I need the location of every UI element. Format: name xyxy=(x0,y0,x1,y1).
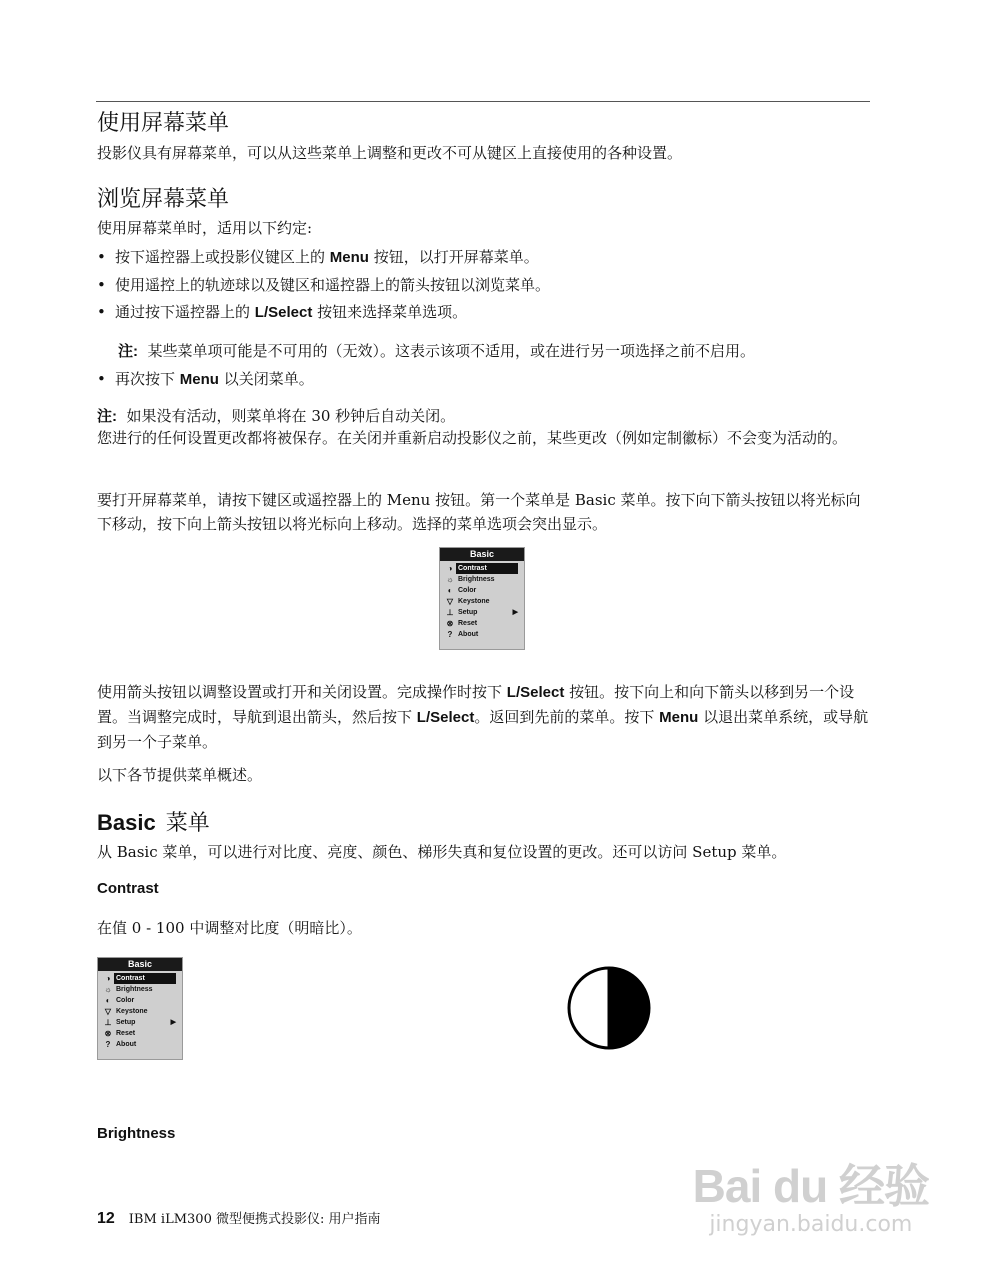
para-overview: 以下各节提供菜单概述。 xyxy=(97,766,263,784)
brightness-icon: ☼ xyxy=(104,985,112,994)
bullet-open-menu: • 按下遥控器上或投影仪键区上的 Menu 按钮，以打开屏幕菜单。 xyxy=(97,248,539,266)
section-title-browse-menus: 浏览屏幕菜单 xyxy=(97,187,230,212)
brightness-icon: ☼ xyxy=(446,575,454,584)
about-icon: ? xyxy=(105,1040,111,1049)
top-rule xyxy=(96,101,870,102)
bullet-browse: • 使用遥控上的轨迹球以及键区和遥控器上的箭头按钮以浏览菜单。 xyxy=(97,276,551,294)
color-icon: ◐ xyxy=(447,586,453,595)
contrast-icon: ◑ xyxy=(447,564,453,573)
reset-icon: ⊗ xyxy=(446,619,454,628)
note-unavailable-items: 注: 某些菜单项可能是不可用的（无效）。这表示该项不适用，或在进行另一项选择之前不启用。 xyxy=(118,342,756,360)
page-number: 12 xyxy=(97,1210,115,1227)
contrast-icon: ◑ xyxy=(105,974,111,983)
contrast-description: 在值 0 - 100 中调整对比度（明暗比）。 xyxy=(97,919,362,937)
para-arrow-buttons: 使用箭头按钮以调整设置或打开和关闭设置。完成操作时按下 L/Select 按钮。按下向上和向下箭头以移到另一个设置。当调整完成时，导航到退出箭头，然后按下 L/Select。返回到先前的菜单。按下 Menu 以退出菜单系统，或导航到另一个子菜单。 xyxy=(97,683,869,751)
keystone-icon: ▽ xyxy=(446,597,454,606)
note-auto-close: 注: 如果没有活动，则菜单将在 30 秒钟后自动关闭。 xyxy=(97,407,456,425)
reset-icon: ⊗ xyxy=(104,1029,112,1038)
section-intro: 投影仪具有屏幕菜单，可以从这些菜单上调整和更改不可从键区上直接使用的各种设置。 xyxy=(97,144,683,162)
menu-item-brightness: ☼ Brightness xyxy=(446,575,495,584)
menu-items xyxy=(440,561,524,640)
setup-icon: ⊥ xyxy=(446,608,454,617)
submenu-arrow-icon: ▶ xyxy=(512,609,518,616)
page-footer xyxy=(97,1208,381,1228)
keystone-icon: ▽ xyxy=(104,1007,112,1016)
contrast-heading: Contrast xyxy=(97,880,159,897)
submenu-arrow-icon: ▶ xyxy=(170,1019,176,1026)
menu-title: Basic xyxy=(98,958,182,971)
menu-item-contrast: ◑ Contrast xyxy=(440,563,524,574)
menu-item-color: ◐ Color xyxy=(98,995,182,1006)
basic-menu-screenshot xyxy=(439,547,525,650)
contrast-large-icon xyxy=(565,964,653,1052)
para-settings-saved: 您进行的任何设置更改都将被保存。在关闭并重新启动投影仪之前，某些更改（例如定制徽标）不会变为活动的。 xyxy=(97,429,848,447)
menu-item-keystone: ▽ Keystone xyxy=(104,1007,148,1016)
para-open-menu: 要打开屏幕菜单，请按下键区或遥控器上的 Menu 按钮。第一个菜单是 Basic 菜单。按下向下箭头按钮以将光标向下移动，按下向上箭头按钮以将光标向上移动。选择的菜单选项会突出显示。 xyxy=(97,491,861,533)
menu-item-setup: ⊥ Setup ▶ xyxy=(446,608,518,617)
watermark-site: jingyan.baidu.com xyxy=(709,1212,913,1237)
setup-icon: ⊥ xyxy=(104,1018,112,1027)
basic-menu-intro: 从 Basic 菜单，可以进行对比度、亮度、颜色、梯形失真和复位设置的更改。还可以访问 Setup 菜单。 xyxy=(97,843,787,861)
watermark-brand: Bai du 经验 xyxy=(692,1160,929,1212)
color-icon: ◐ xyxy=(105,996,111,1005)
menu-items xyxy=(98,971,182,1050)
menu-item-reset: ⊗ Reset xyxy=(104,1029,136,1038)
section-title-use-menus: 使用屏幕菜单 xyxy=(97,111,230,136)
menu-item-setup: ⊥ Setup ▶ xyxy=(104,1018,176,1027)
menu-title: Basic xyxy=(440,548,524,561)
menu-item-color: ◐ Color xyxy=(440,585,524,596)
brightness-heading: Brightness xyxy=(97,1125,176,1142)
section-title-basic-menu: Basic 菜单 xyxy=(97,810,210,836)
watermark xyxy=(693,1150,929,1237)
bullet-close-menu: • 再次按下 Menu 以关闭菜单。 xyxy=(97,370,314,388)
bullet-select: • 通过按下遥控器上的 L/Select 按钮来选择菜单选项。 xyxy=(97,303,468,321)
menu-item-reset: ⊗ Reset xyxy=(446,619,478,628)
menu-item-brightness: ☼ Brightness xyxy=(104,985,153,994)
menu-item-about: ? About xyxy=(98,1039,182,1050)
menu-item-keystone: ▽ Keystone xyxy=(446,597,490,606)
conventions-intro: 使用屏幕菜单时，适用以下约定: xyxy=(97,219,313,237)
basic-menu-screenshot-contrast xyxy=(97,957,183,1060)
about-icon: ? xyxy=(447,630,453,639)
menu-item-about: ? About xyxy=(440,629,524,640)
footer-title: IBM iLM300 微型便携式投影仪: 用户指南 xyxy=(128,1212,381,1227)
menu-item-contrast: ◑ Contrast xyxy=(98,973,182,984)
